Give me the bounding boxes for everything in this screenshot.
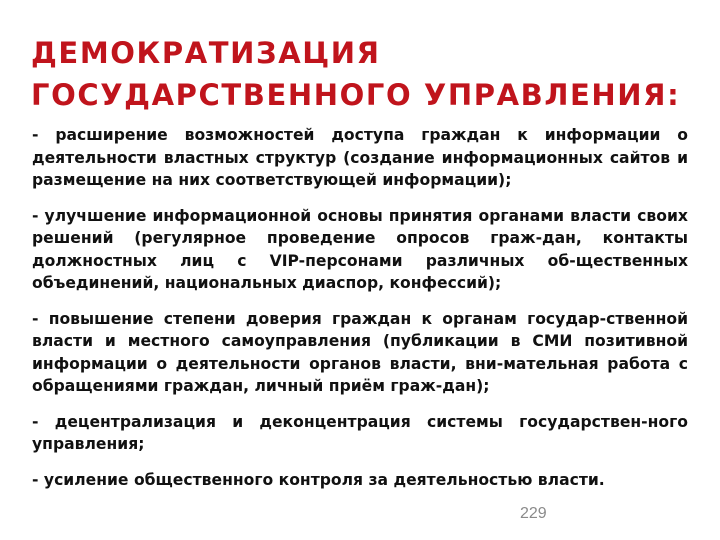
list-item-access-to-information: - расширение возможностей доступа граждан к информации о деятельности властных структур (создание информационных сайтов и размещение на них соответствующей информации); xyxy=(32,126,688,189)
list-item-trust-increase: - повышение степени доверия граждан к органам государ-ственной власти и местного самоуправления (публикации в СМИ позитивной информации о деятельности органов власти, вни-мательная работа с обращениями граждан, личный приём граж-дан); xyxy=(32,309,688,395)
list-item-decentralization: - децентрализация и деконцентрация системы государствен-ного управления; xyxy=(32,412,688,453)
bullet-list xyxy=(32,124,688,491)
list-item-information-basis: - улучшение информационной основы принятия органами власти своих решений (регулярное проведение опросов граж-дан, контакты должностных лиц с VIP-персонами различных об-щественных объединений, национальных диаспор, конфессий); xyxy=(32,206,688,292)
list-item-public-control: - усиление общественного контроля за деятельностью власти. xyxy=(32,470,605,489)
slide-title xyxy=(31,32,701,116)
page-number: 229 xyxy=(520,505,547,522)
title-line-1: ДЕМОКРАТИЗАЦИЯ xyxy=(31,36,381,70)
title-line-2: ГОСУДАРСТВЕННОГО УПРАВЛЕНИЯ: xyxy=(31,78,681,112)
